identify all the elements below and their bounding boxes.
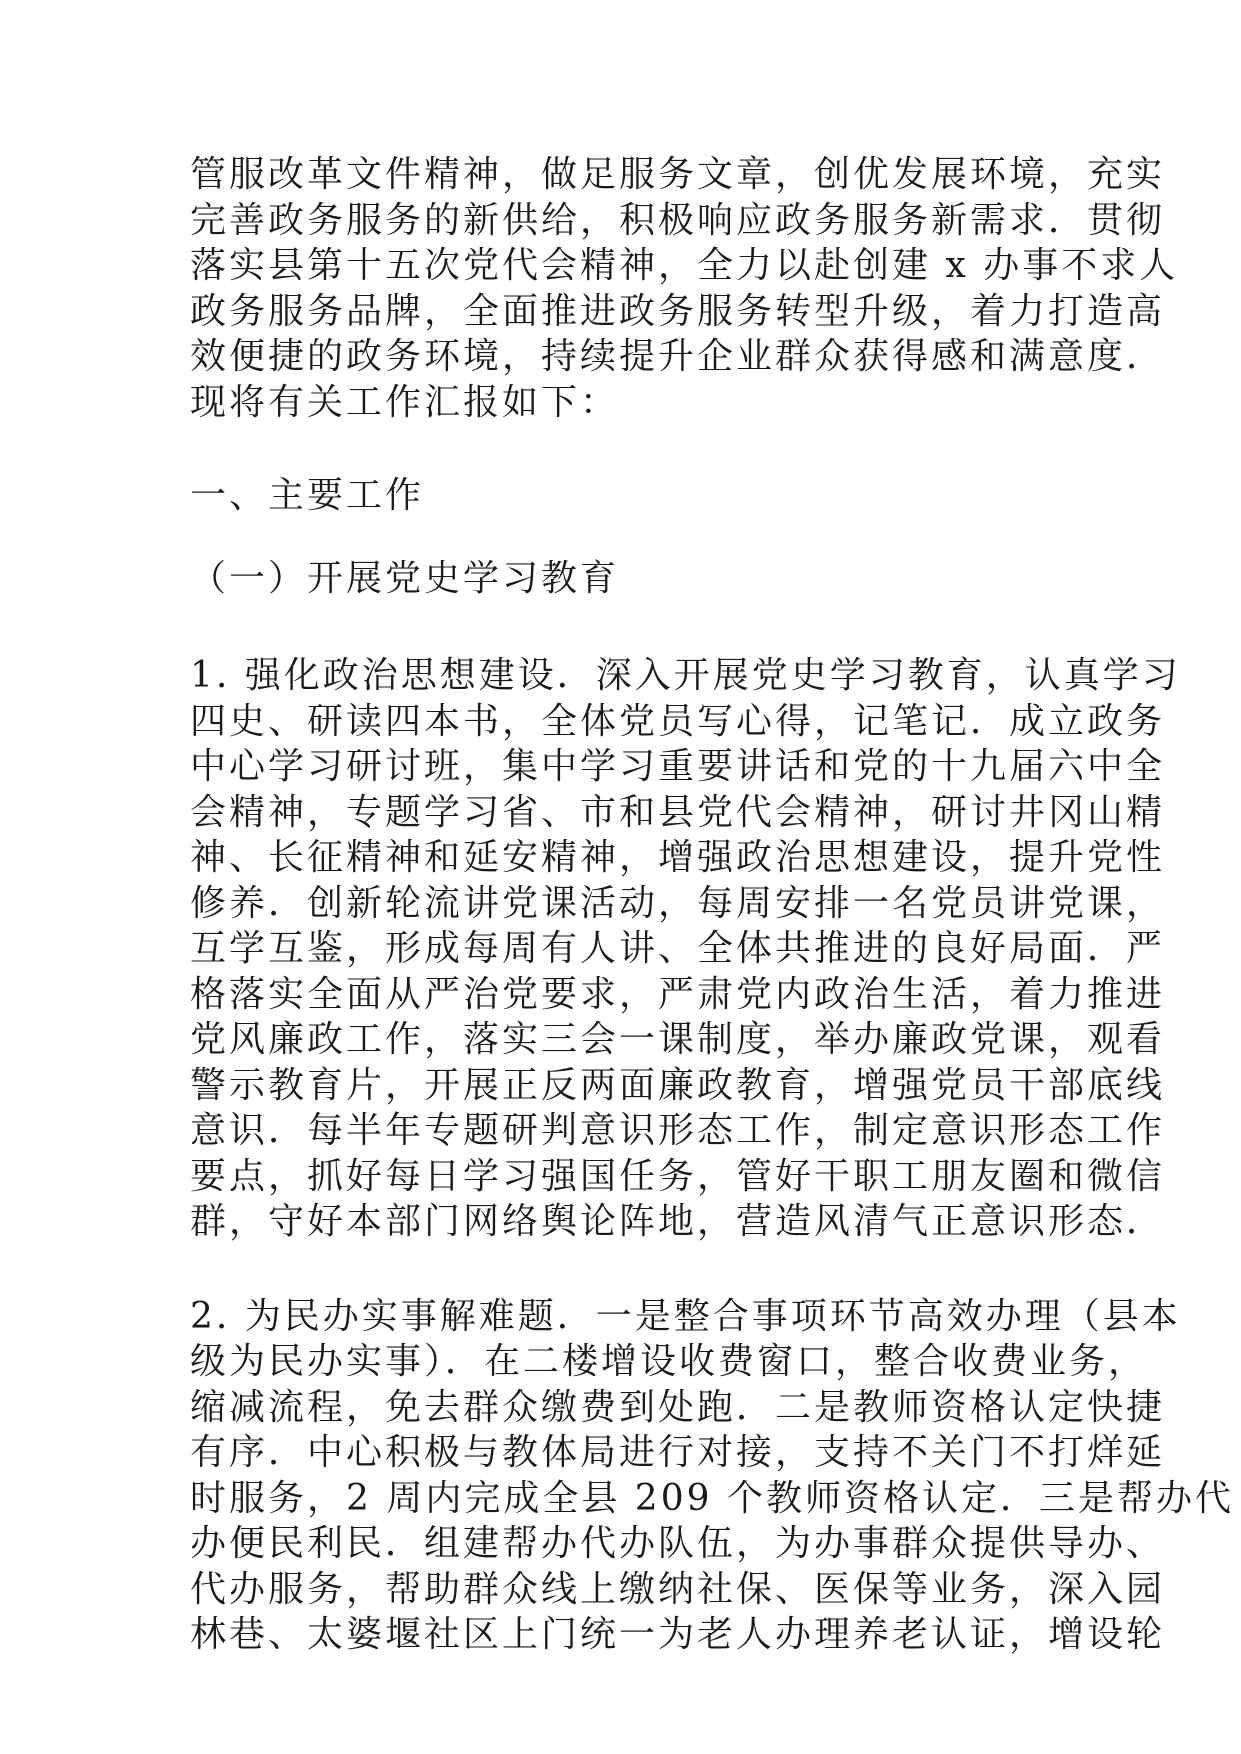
text-line: 2. 为民办实事解难题．一是整合事项环节高效办理（县本	[190, 1295, 1181, 1337]
text-line: 1. 强化政治思想建设．深入开展党史学习教育，认真学习	[190, 655, 1181, 696]
item-2-paragraph	[190, 1294, 1234, 1658]
text-line: 会精神，专题学习省、市和县党代会精神，研讨井冈山精	[190, 791, 1166, 833]
text-line: 办便民利民．组建帮办代办队伍，为办事群众提供导办、	[190, 1523, 1166, 1564]
intro-paragraph	[190, 152, 1179, 425]
text-line: 缩减流程，免去群众缴费到处跑．二是教师资格认定快捷	[190, 1386, 1166, 1428]
text-line: 管服改革文件精神，做足服务文章，创优发展环境，充实	[190, 154, 1166, 195]
text-line: 中心学习研讨班，集中学习重要讲话和党的十九届六中全	[190, 746, 1166, 787]
text-line: 修养．创新轮流讲党课活动，每周安排一名党员讲党课，	[190, 882, 1166, 924]
subsection-heading	[190, 556, 1080, 602]
text-line: 落实县第十五次党代会精神，全力以赴创建 x 办事不求人	[190, 245, 1179, 286]
text-line: 神、长征精神和延安精神，增强政治思想建设，提升党性	[190, 837, 1166, 878]
text-line: 要点，抓好每日学习强国任务，管好干职工朋友圈和微信	[190, 1155, 1166, 1197]
text-line: 有序．中心积极与教体局进行对接，支持不关门不打烊延	[190, 1432, 1166, 1473]
text-line: 现将有关工作汇报如下：	[190, 381, 620, 423]
text-line: 政务服务品牌，全面推进政务服务转型升级，着力打造高	[190, 290, 1166, 332]
text-line: 意识．每半年专题研判意识形态工作，制定意识形态工作	[190, 1110, 1166, 1151]
section-heading-text: 一、主要工作	[190, 475, 425, 516]
text-line: 格落实全面从严治党要求，严肃党内政治生活，着力推进	[190, 973, 1166, 1015]
subsection-heading-text: （一）开展党史学习教育	[190, 557, 620, 599]
document-body	[190, 152, 1234, 1658]
text-line: 互学互鉴，形成每周有人讲、全体共推进的良好局面．严	[190, 928, 1166, 969]
item-1-paragraph	[190, 653, 1181, 1245]
text-line: 警示教育片，开展正反两面廉政教育，增强党员干部底线	[190, 1064, 1166, 1106]
text-line: 四史、研读四本书，全体党员写心得，记笔记．成立政务	[190, 700, 1166, 742]
text-line: 效便捷的政务环境，持续提升企业群众获得感和满意度．	[190, 336, 1166, 377]
text-line: 林巷、太婆堰社区上门统一为老人办理养老认证，增设轮	[190, 1614, 1166, 1655]
text-line: 时服务，2 周内完成全县 209 个教师资格认定．三是帮办代	[190, 1477, 1234, 1519]
text-line: 党风廉政工作，落实三会一课制度，举办廉政党课，观看	[190, 1019, 1166, 1060]
text-line: 完善政务服务的新供给，积极响应政务服务新需求．贯彻	[190, 199, 1166, 241]
text-line: 代办服务，帮助群众线上缴纳社保、医保等业务，深入园	[190, 1568, 1166, 1610]
text-line: 群，守好本部门网络舆论阵地，营造风清气正意识形态．	[190, 1201, 1166, 1242]
section-heading	[190, 473, 1080, 519]
text-line: 级为民办实事）．在二楼增设收费窗口，整合收费业务，	[190, 1341, 1148, 1382]
